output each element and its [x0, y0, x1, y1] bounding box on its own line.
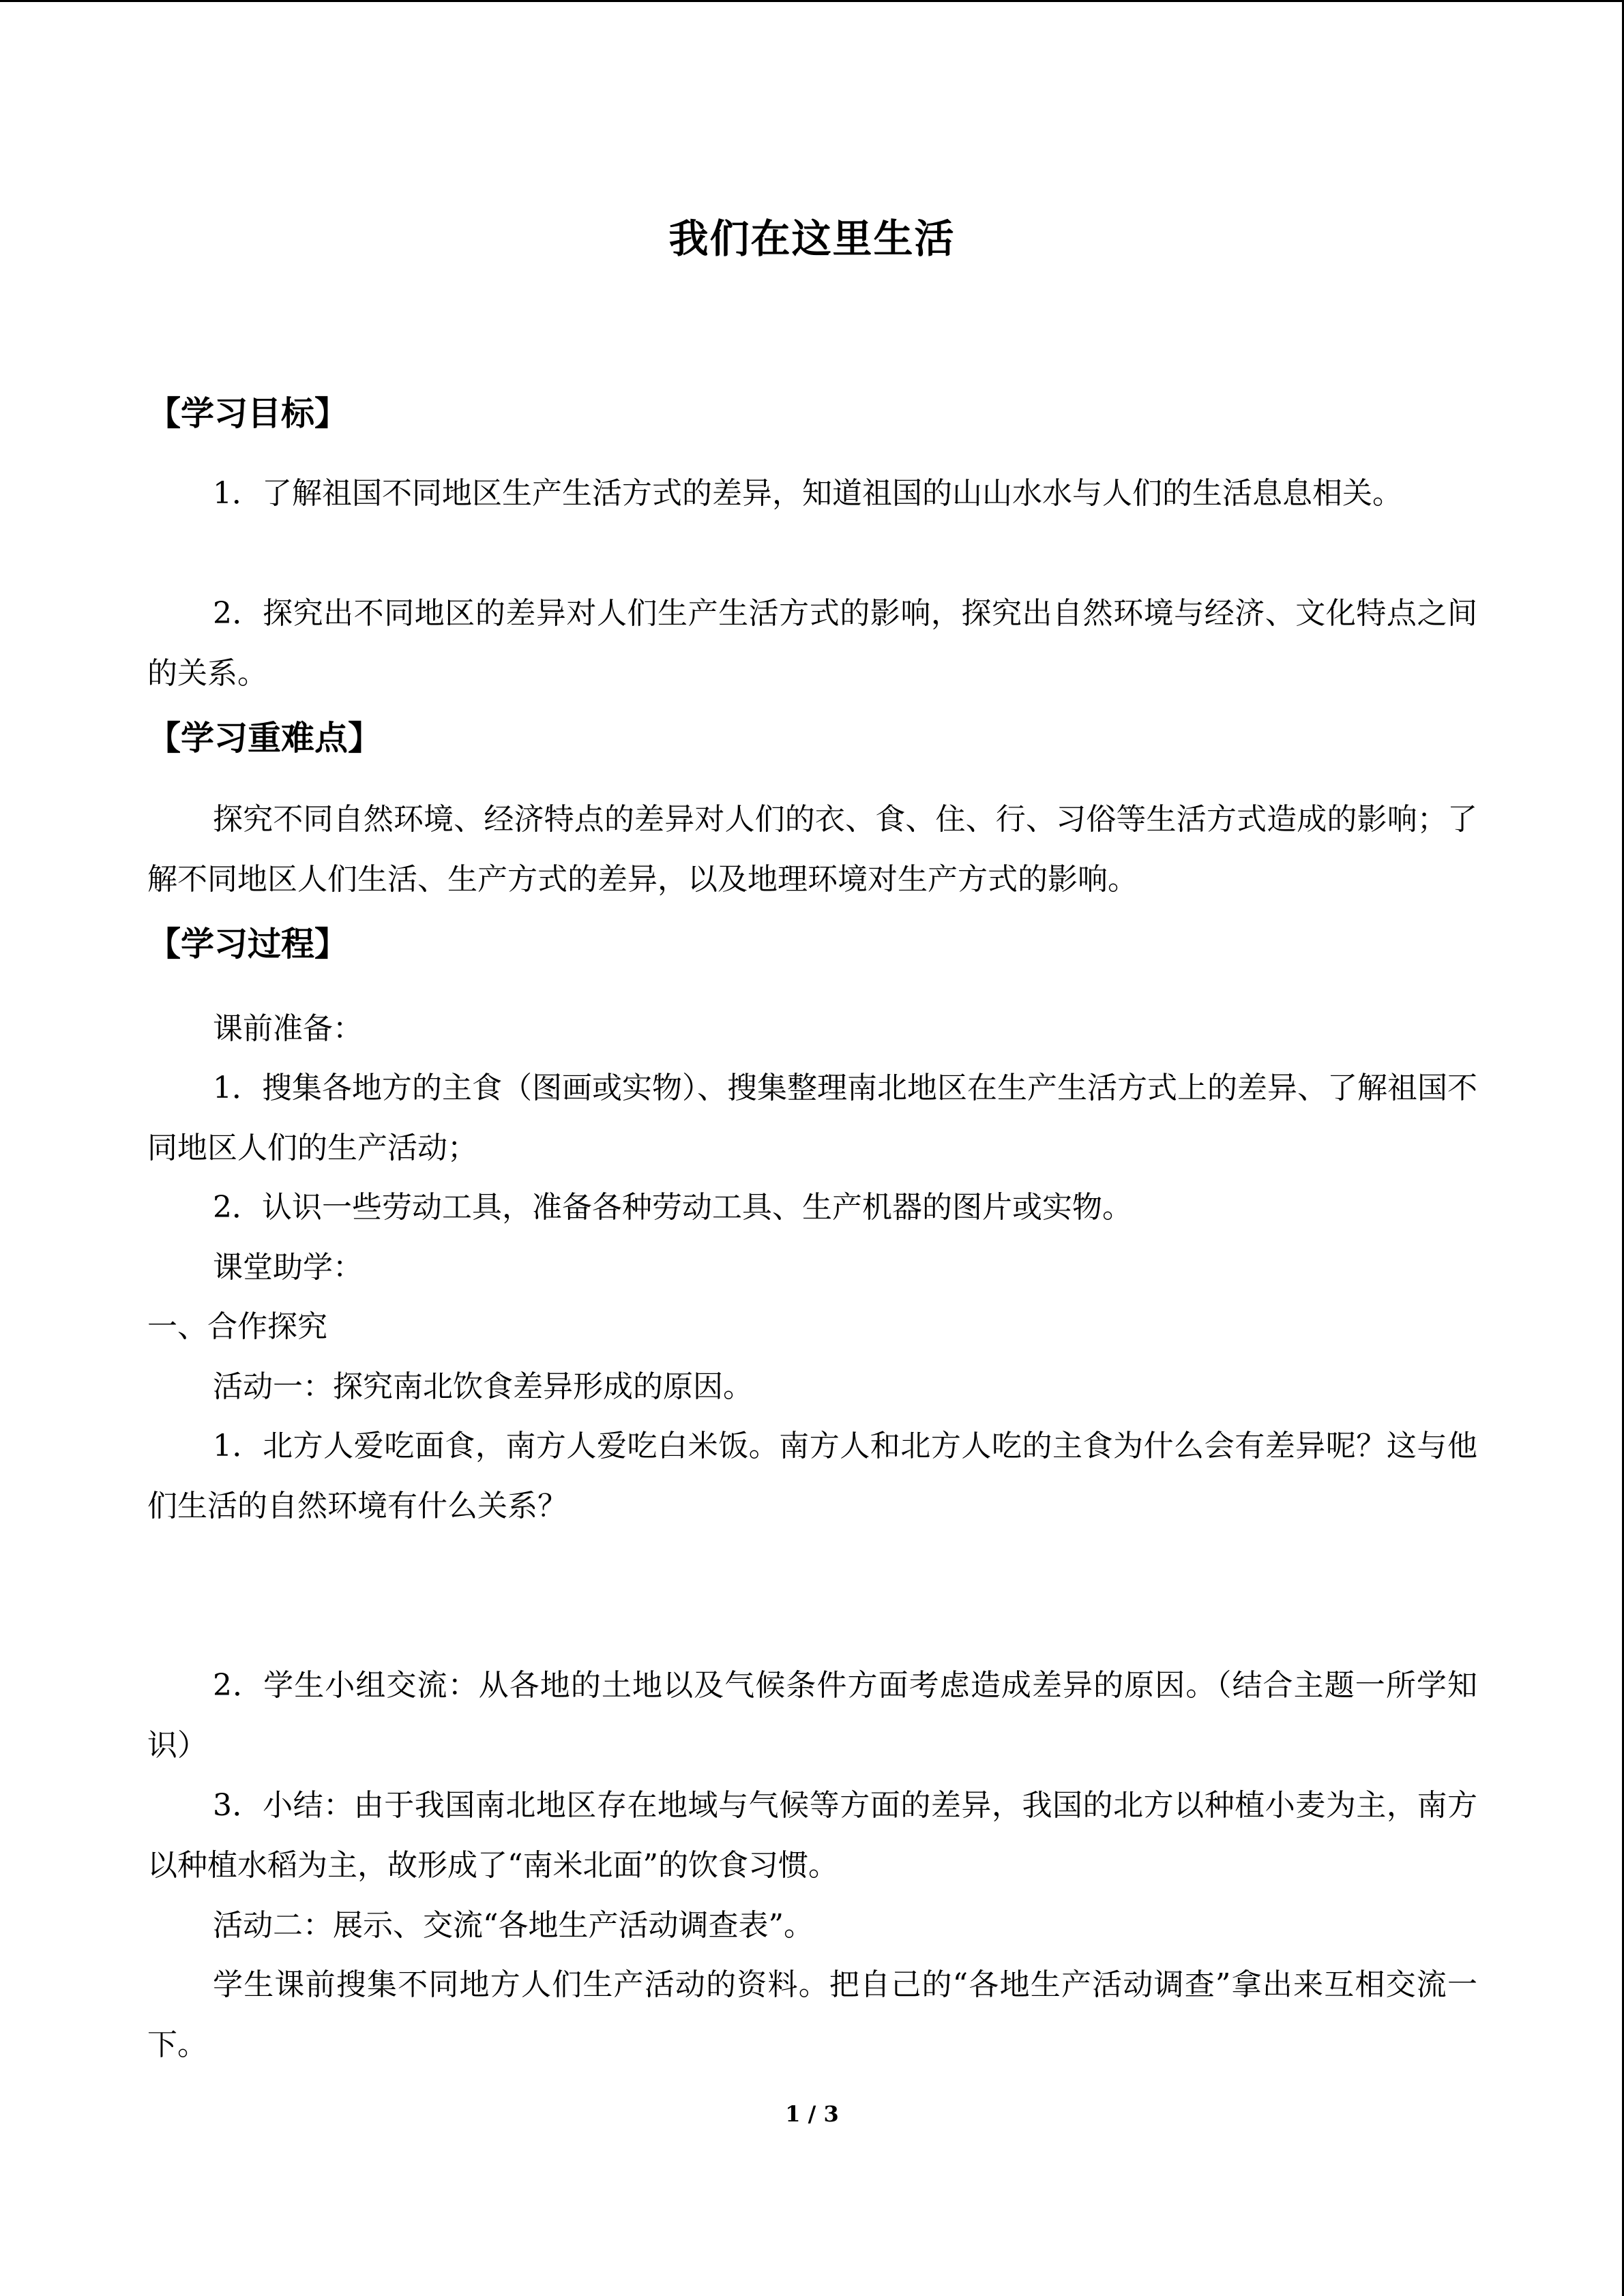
activity-one-summary: 3．小结：由于我国南北地区存在地域与气候等方面的差异，我国的北方以种植小麦为主，南方以种植水稻为主，故形成了“南米北面”的饮食习惯。 [147, 1788, 1477, 1883]
objectives-paragraph-1: 1．了解祖国不同地区生产生活方式的差异，知道祖国的山山水水与人们的生活息息相关。 [213, 476, 1402, 511]
heading-objectives: 【学习目标】 [147, 394, 349, 433]
in-class-label: 课堂助学： [213, 1250, 363, 1285]
heading-process: 【学习过程】 [147, 925, 349, 964]
heading-key-points: 【学习重难点】 [147, 719, 382, 758]
page-number: 1 / 3 [785, 2101, 839, 2127]
pre-class-label: 课前准备： [213, 1011, 363, 1046]
document-title: 我们在这里生活 [668, 215, 956, 262]
activity-one-title: 活动一：探究南北饮食差异形成的原因。 [213, 1369, 753, 1404]
activity-one-question-2: 2．学生小组交流：从各地的土地以及气候条件方面考虑造成差异的原因。（结合主题一所学知识） [147, 1668, 1477, 1763]
key-points-paragraph: 探究不同自然环境、经济特点的差异对人们的衣、食、住、行、习俗等生活方式造成的影响；了解不同地区人们生活、生产方式的差异，以及地理环境对生产方式的影响。 [147, 802, 1477, 897]
activity-two-paragraph: 学生课前搜集不同地方人们生产活动的资料。把自己的“各地生产活动调查”拿出来互相交流一下。 [147, 1967, 1477, 2062]
pre-class-item-1: 1．搜集各地方的主食（图画或实物）、搜集整理南北地区在生产生活方式上的差异、了解祖国不同地区人们的生产活动； [147, 1071, 1477, 1165]
part-one-heading: 一、合作探究 [147, 1309, 327, 1344]
activity-two-title: 活动二：展示、交流“各地生产活动调查表”。 [213, 1908, 814, 1943]
activity-one-question-1: 1．北方人爱吃面食，南方人爱吃白米饭。南方人和北方人吃的主食为什么会有差异呢？这与他们生活的自然环境有什么关系？ [147, 1429, 1477, 1523]
pre-class-item-2: 2．认识一些劳动工具，准备各种劳动工具、生产机器的图片或实物。 [213, 1190, 1132, 1225]
objectives-paragraph-2: 2．探究出不同地区的差异对人们生产生活方式的影响，探究出自然环境与经济、文化特点之间的关系。 [147, 596, 1477, 691]
